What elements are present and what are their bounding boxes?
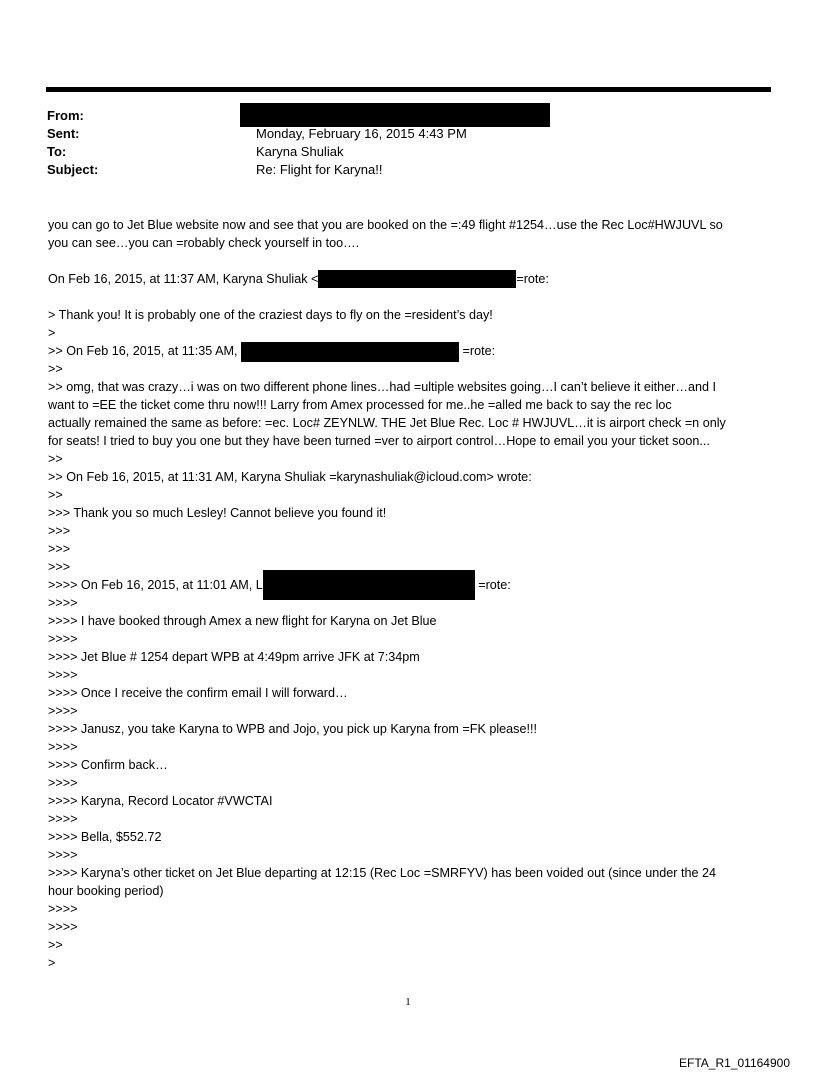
body-line: >>>> Jet Blue # 1254 depart WPB at 4:49pm arrive JFK at 7:34pm	[48, 650, 420, 664]
body-line: >>>> Karyna’s other ticket on Jet Blue departing at 12:15 (Rec Loc =SMRFYV) has been voided out (since under the 24	[48, 866, 716, 880]
quote-marker: >>>>	[48, 920, 78, 934]
quote-marker: >>>>	[48, 740, 78, 754]
page-number: 1	[405, 996, 411, 1008]
subject-value: Re: Flight for Karyna!!	[256, 162, 383, 177]
on-line-2-end: =rote:	[462, 344, 496, 358]
to-label: To:	[47, 144, 67, 159]
on-line-1-start: On Feb 16, 2015, at 11:37 AM, Karyna Shuliak <	[48, 272, 319, 286]
quote-marker: >>>>	[48, 632, 78, 646]
redaction	[318, 270, 516, 288]
body-line	[48, 342, 774, 360]
quote-marker: >>>	[48, 524, 71, 538]
redaction	[263, 570, 475, 600]
quote-marker: >>	[48, 938, 63, 952]
on-line-1-end: =rote:	[516, 272, 549, 286]
redaction	[241, 342, 459, 362]
body-line: hour booking period)	[48, 884, 164, 898]
quote-marker: >>	[48, 362, 63, 376]
body-line: >>>> I have booked through Amex a new flight for Karyna on Jet Blue	[48, 614, 437, 628]
subject-label: Subject:	[47, 162, 99, 177]
redaction-from	[240, 103, 550, 127]
quote-marker: >	[48, 326, 56, 340]
body-line: you can see…you can =robably check yourself in too….	[48, 236, 360, 250]
quote-marker: >>>>	[48, 848, 78, 862]
body-line: want to =EE the ticket come thru now!!! Larry from Amex processed for me..he =alled me back to say the rec loc	[48, 398, 672, 412]
quote-marker: >>	[48, 452, 63, 466]
body-line	[48, 576, 774, 594]
quote-marker: >>>>	[48, 812, 78, 826]
body-line: >>>> Bella, $552.72	[48, 830, 162, 844]
body-line: actually remained the same as before: =ec. Loc# ZEYNLW. THE Jet Blue Rec. Loc # HWJUVL…it is airport check =n only	[48, 416, 726, 430]
body-line: >>>> Karyna, Record Locator #VWCTAI	[48, 794, 273, 808]
quote-marker: >>>>	[48, 668, 78, 682]
sent-label: Sent:	[47, 126, 80, 141]
header-rule	[46, 87, 771, 92]
quote-marker: >>>>	[48, 596, 78, 610]
body-line: >>>> Confirm back…	[48, 758, 168, 772]
quote-marker: >>>	[48, 542, 71, 556]
body-line: for seats! I tried to buy you one but they have been turned =ver to airport control…Hope to email you your ticket soon...	[48, 434, 710, 448]
body-line	[48, 270, 774, 288]
quote-marker: >>>>	[48, 704, 78, 718]
body-line: >>> Thank you so much Lesley! Cannot believe you found it!	[48, 506, 387, 520]
body-line: >> On Feb 16, 2015, at 11:31 AM, Karyna Shuliak =karynashuliak@icloud.com> wrote:	[48, 470, 532, 484]
email-body	[48, 216, 774, 972]
document-id: EFTA_R1_01164900	[679, 1056, 790, 1070]
quote-marker: >>	[48, 488, 63, 502]
from-label: From:	[47, 108, 84, 123]
quote-marker: >>>>	[48, 776, 78, 790]
quote-marker: >	[48, 956, 56, 970]
quote-marker: >>>	[48, 560, 71, 574]
body-line: >>>> Janusz, you take Karyna to WPB and Jojo, you pick up Karyna from =FK please!!!	[48, 722, 537, 736]
body-line: > Thank you! It is probably one of the craziest days to fly on the =resident’s day!	[48, 308, 493, 322]
sent-value: Monday, February 16, 2015 4:43 PM	[256, 126, 467, 141]
quote-marker: >>>>	[48, 902, 78, 916]
on-line-4-start: >>>> On Feb 16, 2015, at 11:01 AM, L	[48, 578, 263, 592]
body-line: you can go to Jet Blue website now and see that you are booked on the =:49 flight #1254…use the Rec Loc#HWJUVL so	[48, 218, 723, 232]
to-value: Karyna Shuliak	[256, 144, 344, 159]
on-line-4-end: =rote:	[478, 578, 511, 592]
body-line: >> omg, that was crazy…i was on two different phone lines…had =ultiple websites going…I can’t believe it either…and I	[48, 380, 716, 394]
on-line-2-start: >> On Feb 16, 2015, at 11:35 AM,	[48, 344, 238, 358]
body-line: >>>> Once I receive the confirm email I will forward…	[48, 686, 348, 700]
